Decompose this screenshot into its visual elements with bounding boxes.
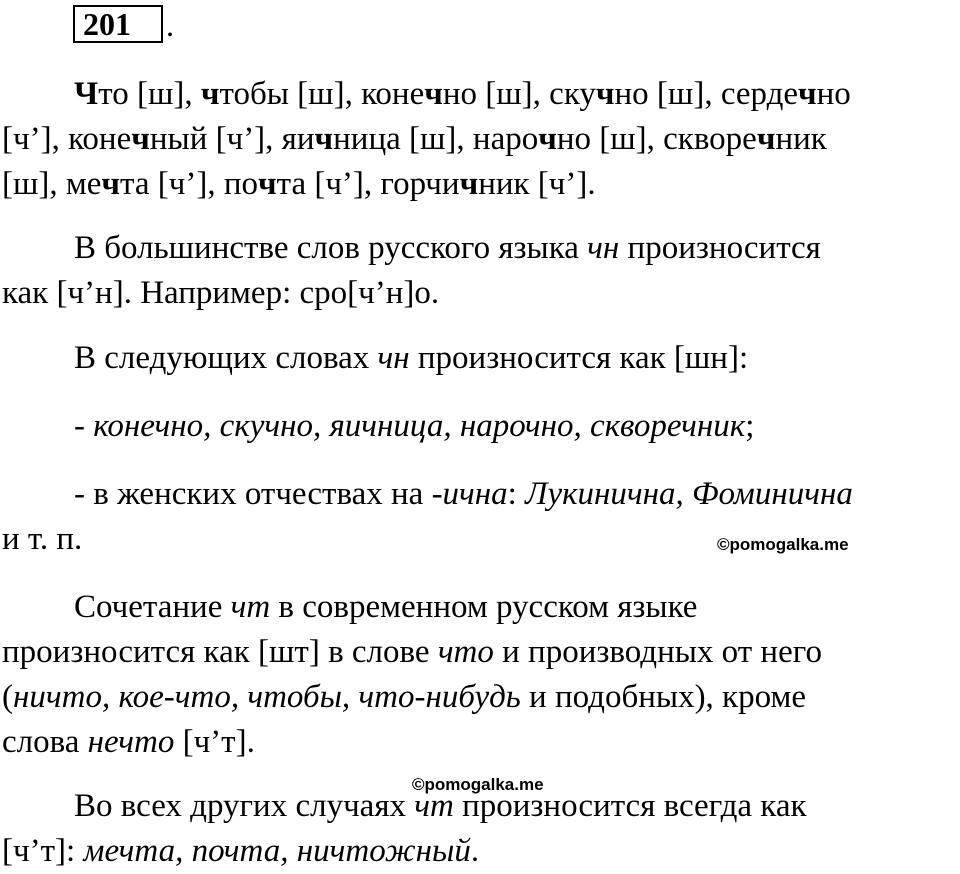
- paragraph-1-line-1: Что [ш], чтобы [ш], конечно [ш], скучно [ш], сердечно: [74, 76, 851, 112]
- watermark: ©pomogalka.me: [717, 535, 849, 554]
- exercise-number-dot: .: [166, 7, 174, 43]
- paragraph-1-line-2: [ч’], конечный [ч’], яичница [ш], нарочно [ш], скворечник: [2, 121, 827, 157]
- paragraph-4: - конечно, скучно, яичница, нарочно, скворечник;: [74, 408, 755, 444]
- paragraph-5: - в женских отчествах на -ична: Лукинична, Фоминична и т. п.: [2, 476, 853, 557]
- watermark: ©pomogalka.me: [412, 775, 544, 794]
- paragraph-1-line-3: [ш], мечта [ч’], почта [ч’], горчичник [ч’].: [2, 166, 596, 202]
- exercise-number-box: [73, 5, 163, 43]
- paragraph-2-line-1: В большинстве слов русского языка чн произносится: [74, 230, 821, 266]
- paragraph-2-line-2: как [ч’н]. Например: сро[ч’н]о.: [2, 275, 440, 311]
- exercise-number: 201: [83, 6, 131, 42]
- paragraph-6: Сочетание чт в современном русском языке произносится как [шт] в слове что и производных от него (ничто, кое-что, чтобы, что-нибудь и подобных), кроме слова нечто [ч’т].: [2, 589, 822, 760]
- paragraph-7: Во всех других случаях чт произносится всегда как [ч’т]: мечта, почта, ничтожный.: [2, 788, 807, 869]
- paragraph-1: [2, 72, 958, 207]
- paragraph-2: [2, 226, 958, 316]
- paragraph-3: В следующих словах чн произносится как [шн]:: [74, 340, 749, 376]
